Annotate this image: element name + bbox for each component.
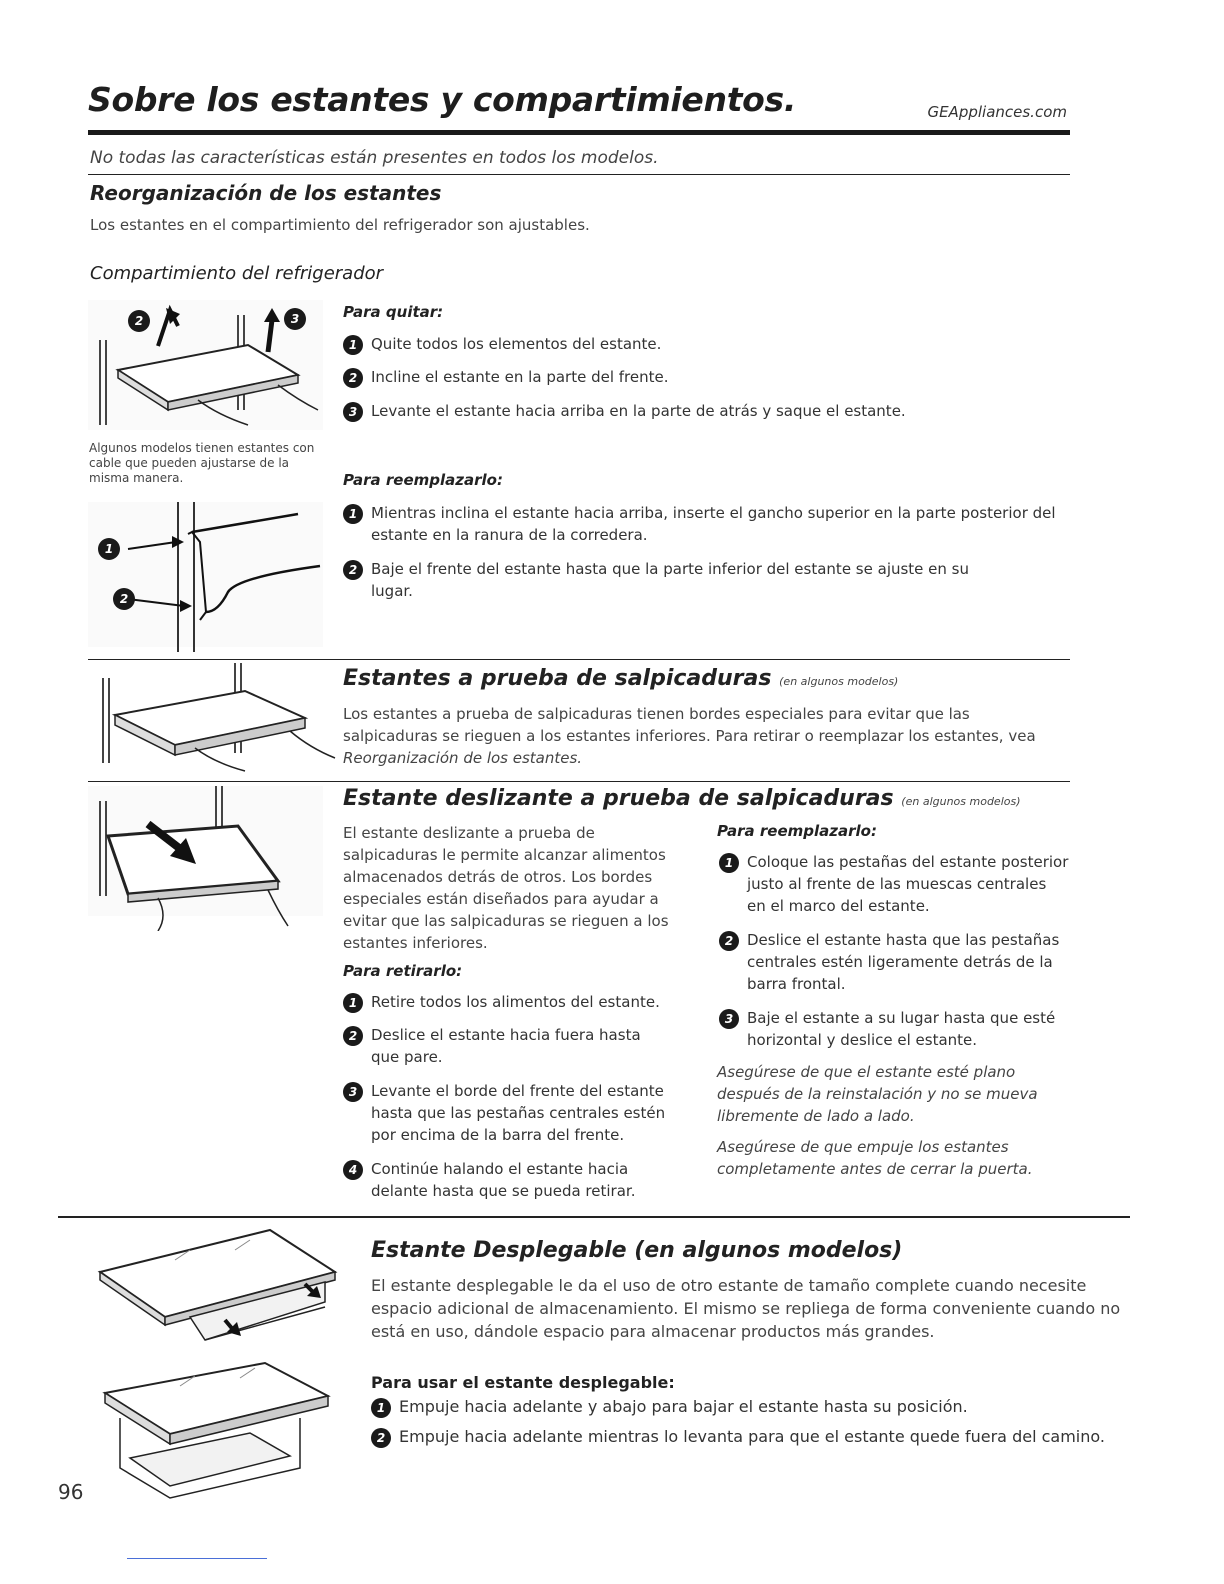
model-qualifier: (en algunos modelos) — [779, 675, 899, 688]
intro-rule — [88, 174, 1070, 175]
section-divider — [58, 1216, 1130, 1218]
figure-label: 1 — [98, 538, 120, 560]
step-number: 2 — [343, 368, 363, 388]
remove-step — [343, 400, 906, 422]
step-text: Baje el frente del estante hasta que la parte inferior del estante se ajuste en su lugar. — [371, 560, 970, 600]
remove-title: Para quitar: — [343, 303, 444, 321]
page-title: Sobre los estantes y compartimientos. — [88, 80, 797, 119]
figure-label: 2 — [128, 310, 150, 332]
step-text: Baje el estante a su lugar hasta que esté horizontal y deslice el estante. — [747, 1009, 1056, 1049]
title-rule — [88, 130, 1070, 135]
slideout-note: Asegúrese de que el estante esté plano después de la reinstalación y no se mueva libremente de lado a lado. — [717, 1063, 1038, 1125]
slideout-remove-step — [343, 1024, 653, 1068]
step-text: Retire todos los alimentos del estante. — [371, 993, 660, 1011]
step-text: Mientras inclina el estante hacia arriba, inserte el gancho superior en la parte posterior del estante en la ranura de la corredera. — [371, 504, 1056, 544]
slideout-shelf-illustration — [88, 786, 323, 931]
slideout-remove-title: Para retirarlo: — [343, 962, 463, 980]
spillproof-shelf-illustration — [95, 663, 340, 775]
step-text: Deslice el estante hacia fuera hasta que pare. — [371, 1026, 641, 1066]
reorg-heading: Reorganización de los estantes — [90, 181, 442, 205]
step-number: 1 — [343, 504, 363, 524]
slideout-replace-step — [719, 1007, 1069, 1051]
remove-step — [343, 333, 661, 355]
step-text: Incline el estante en la parte del frente. — [371, 368, 669, 386]
foldaway-text: El estante desplegable le da el uso de otro estante de tamaño complete cuando necesite espacio adicional de almacenamiento. El mismo se repliega de forma conveniente cuando no está en uso, dándole espacio para almacenar productos más grandes. — [371, 1276, 1121, 1341]
figure-label: 3 — [284, 308, 306, 330]
step-number: 2 — [719, 931, 739, 951]
step-number: 2 — [343, 560, 363, 580]
foldaway-shelf-open-illustration — [95, 1222, 350, 1350]
step-text: Quite todos los elementos del estante. — [371, 335, 662, 353]
slideout-remove-step — [343, 991, 688, 1013]
cross-reference: Reorganización de los estantes. — [343, 749, 583, 767]
reorg-subheading: Compartimiento del refrigerador — [90, 263, 384, 284]
step-number: 3 — [343, 1082, 363, 1102]
spillproof-text — [343, 703, 1063, 769]
wire-shelf-caption: Algunos modelos tienen estantes con cable que pueden ajustarse de la misma manera. — [89, 441, 315, 485]
step-text: Deslice el estante hasta que las pestañas centrales estén ligeramente detrás de la barra frontal. — [747, 931, 1060, 993]
step-number: 2 — [343, 1026, 363, 1046]
step-text: Levante el estante hacia arriba en la parte de atrás y saque el estante. — [371, 402, 906, 420]
replace-title: Para reemplazarlo: — [343, 471, 503, 489]
spillproof-heading — [343, 666, 898, 691]
step-text: Continúe halando el estante hacia delante hasta que se pueda retirar. — [371, 1160, 636, 1200]
section-divider — [88, 781, 1070, 782]
step-text: Empuje hacia adelante y abajo para bajar el estante hasta su posición. — [399, 1397, 968, 1416]
step-number: 1 — [343, 335, 363, 355]
step-number: 3 — [343, 402, 363, 422]
slideout-text: El estante deslizante a prueba de salpicaduras le permite alcanzar alimentos almacenados detrás de otros. Los bordes especiales están diseñados para ayudar a evitar que las salpicaduras se rieguen a los estantes inferiores. — [343, 824, 669, 952]
step-number: 4 — [343, 1160, 363, 1180]
step-text: Empuje hacia adelante mientras lo levanta para que el estante quede fuera del camino. — [399, 1427, 1105, 1446]
slideout-remove-step — [343, 1158, 663, 1202]
replace-step — [343, 502, 1073, 546]
step-number: 1 — [719, 853, 739, 873]
step-number: 1 — [343, 993, 363, 1013]
foldaway-shelf-closed-illustration — [100, 1358, 335, 1508]
foldaway-use-step — [371, 1426, 1105, 1448]
slideout-note: Asegúrese de que empuje los estantes completamente antes de cerrar la puerta. — [717, 1138, 1033, 1178]
page-number: 96 — [58, 1480, 84, 1504]
heading-text: Estantes a prueba de salpicaduras — [343, 666, 772, 691]
step-number: 1 — [371, 1398, 391, 1418]
slideout-heading — [343, 786, 1021, 811]
section-divider — [88, 659, 1070, 660]
slideout-replace-step — [719, 851, 1069, 917]
step-number: 3 — [719, 1009, 739, 1029]
replace-step — [343, 558, 983, 602]
slideout-replace-step — [719, 929, 1069, 995]
foldaway-heading: Estante Desplegable (en algunos modelos) — [371, 1238, 903, 1263]
intro-note: No todas las características están presentes en todos los modelos. — [90, 148, 659, 168]
slideout-replace-title: Para reemplazarlo: — [717, 822, 877, 840]
figure-label: 2 — [113, 588, 135, 610]
shelf-replace-illustration — [88, 502, 323, 652]
foldaway-use-title: Para usar el estante desplegable: — [371, 1373, 675, 1392]
reorg-text: Los estantes en el compartimiento del refrigerador son ajustables. — [90, 216, 590, 234]
heading-text: Estante deslizante a prueba de salpicaduras — [343, 786, 894, 811]
step-number: 2 — [371, 1428, 391, 1448]
slideout-remove-step — [343, 1080, 683, 1146]
model-qualifier: (en algunos modelos) — [901, 795, 1021, 808]
paragraph-text: Los estantes a prueba de salpicaduras tienen bordes especiales para evitar que las salpicaduras se rieguen a los estantes inferiores. Para retirar o reemplazar los estantes, vea — [343, 705, 1036, 745]
shelf-removal-illustration — [88, 300, 323, 430]
step-text: Coloque las pestañas del estante posterior justo al frente de las muescas centrales en el marco del estante. — [747, 853, 1069, 915]
footer-rule — [127, 1558, 267, 1559]
remove-step — [343, 366, 669, 388]
site-url: GEAppliances.com — [927, 103, 1067, 121]
foldaway-use-step — [371, 1396, 968, 1418]
step-text: Levante el borde del frente del estante hasta que las pestañas centrales estén por encima de la barra del frente. — [371, 1082, 666, 1144]
